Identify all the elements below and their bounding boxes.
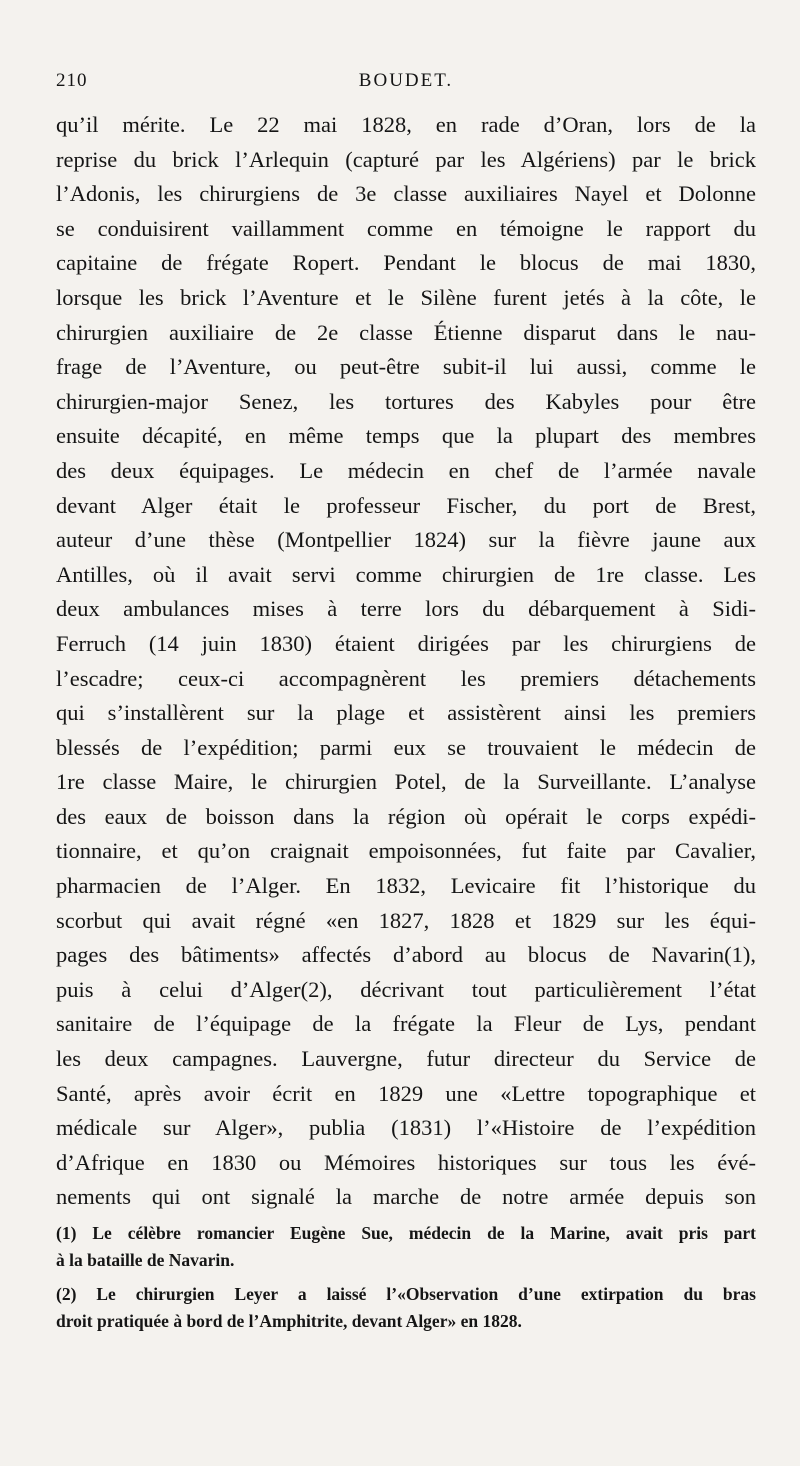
text-line: qu’il mérite. Le 22 mai 1828, en rade d’Oran, lors de la: [56, 112, 756, 137]
footnotes: [56, 1220, 756, 1335]
footnote-2: (2) Le chirurgien Leyer a laissé l’«Observation d’une extirpation du bras: [56, 1284, 756, 1304]
text-line: chirurgien-major Senez, les tortures des Kabyles pour être: [56, 388, 756, 414]
text-line: deux ambulances mises à terre lors du débarquement à Sidi-: [56, 596, 756, 622]
text-line: 1re classe Maire, le chirurgien Potel, de la Surveillante. L’analyse: [56, 769, 756, 795]
text-line: scorbut qui avait régné «en 1827, 1828 et 1829 sur les équi-: [56, 907, 756, 933]
text-line: Ferruch (14 juin 1830) étaient dirigées par les chirurgiens de: [56, 630, 756, 656]
text-line: des eaux de boisson dans la région où opérait le corps expédi-: [56, 803, 756, 829]
text-line: ensuite décapité, en même temps que la plupart des membres: [56, 423, 756, 449]
text-line: l’escadre; ceux-ci accompagnèrent les premiers détachements: [56, 665, 756, 691]
text-line: l’Adonis, les chirurgiens de 3e classe auxiliaires Nayel et Dolonne: [56, 181, 756, 207]
footnote-1: (1) Le célèbre romancier Eugène Sue, médecin de la Marine, avait pris part: [56, 1223, 756, 1243]
text-line: des deux équipages. Le médecin en chef de l’armée navale: [56, 457, 756, 483]
text-line: médicale sur Alger», publia (1831) l’«Histoire de l’expédition: [56, 1115, 756, 1141]
text-line: blessés de l’expédition; parmi eux se trouvaient le médecin de: [56, 734, 756, 760]
text-line: Santé, après avoir écrit en 1829 une «Lettre topographique et: [56, 1080, 756, 1106]
text-line: pages des bâtiments» affectés d’abord au blocus de Navarin(1),: [56, 942, 756, 968]
text-line: chirurgien auxiliaire de 2e classe Étienne disparut dans le nau-: [56, 319, 756, 345]
page-number: 210: [56, 70, 88, 91]
text-line: se conduisirent vaillamment comme en témoigne le rapport du: [56, 215, 756, 241]
text-line: Antilles, où il avait servi comme chirurgien de 1re classe. Les: [56, 561, 756, 587]
text-line: capitaine de frégate Ropert. Pendant le blocus de mai 1830,: [56, 250, 756, 276]
text-line: tionnaire, et qu’on craignait empoisonnées, fut faite par Cavalier,: [56, 838, 756, 864]
text-line: auteur d’une thèse (Montpellier 1824) sur la fièvre jaune aux: [56, 527, 756, 553]
text-line: lorsque les brick l’Aventure et le Silène furent jetés à la côte, le: [56, 284, 756, 310]
text-line: les deux campagnes. Lauvergne, futur directeur du Service de: [56, 1046, 756, 1072]
page-header: [56, 70, 756, 100]
text-line: reprise du brick l’Arlequin (capturé par les Algériens) par le brick: [56, 146, 756, 172]
footnote-2-continued: droit pratiquée à bord de l’Amphitrite, devant Alger» en 1828.: [56, 1311, 522, 1331]
running-head: BOUDET.: [358, 70, 454, 91]
body-text: [56, 108, 756, 1215]
text-line: d’Afrique en 1830 ou Mémoires historiques sur tous les évé-: [56, 1149, 756, 1175]
text-line: frage de l’Aventure, ou peut-être subit-il lui aussi, comme le: [56, 354, 756, 380]
text-line: nements qui ont signalé la marche de notre armée depuis son: [56, 1184, 756, 1210]
text-line: pharmacien de l’Alger. En 1832, Levicaire fit l’historique du: [56, 873, 756, 899]
text-line: sanitaire de l’équipage de la frégate la Fleur de Lys, pendant: [56, 1011, 756, 1037]
text-line: devant Alger était le professeur Fischer, du port de Brest,: [56, 492, 756, 518]
text-line: qui s’installèrent sur la plage et assistèrent ainsi les premiers: [56, 700, 756, 726]
text-line: puis à celui d’Alger(2), décrivant tout particulièrement l’état: [56, 976, 756, 1002]
footnote-1-continued: à la bataille de Navarin.: [56, 1250, 235, 1270]
